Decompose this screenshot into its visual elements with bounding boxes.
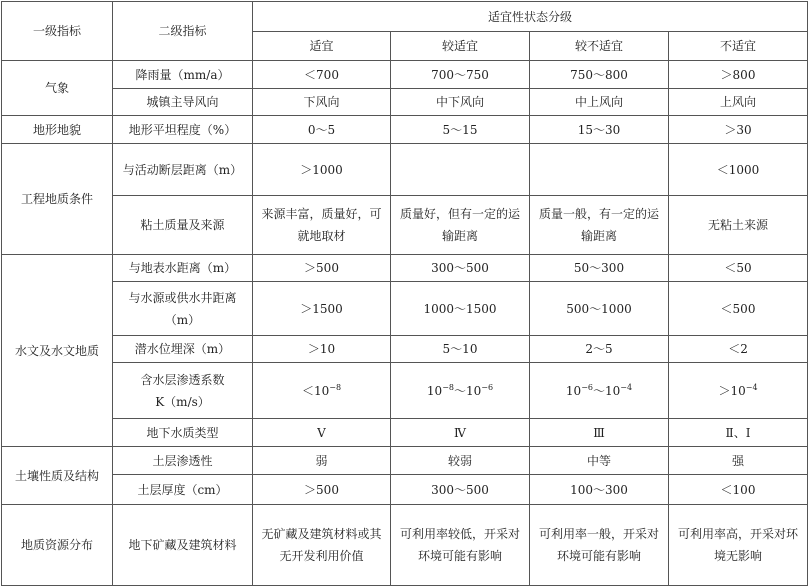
table-cell: 无矿藏及建筑材料或其无开发利用价值	[253, 505, 391, 586]
table-row	[2, 61, 808, 89]
table-row	[2, 89, 808, 116]
table-cell: ＞800	[669, 61, 808, 89]
table-row	[2, 282, 808, 336]
grade-unsuitable: 不适宜	[669, 32, 808, 61]
table-cell: ＞1500	[253, 282, 391, 336]
table-cell: 700～750	[391, 61, 530, 89]
table-row	[2, 144, 808, 196]
table-row	[2, 116, 808, 144]
table-cell: ＜2	[669, 336, 808, 363]
table-cell: ＞500	[253, 255, 391, 282]
indicator-name: 降雨量（mm/a）	[113, 61, 253, 89]
table-cell: 300～500	[391, 475, 530, 505]
table-cell: 强	[669, 447, 808, 475]
table-cell: 上风向	[669, 89, 808, 116]
table-cell: 可利用率较低，开采对环境可能有影响	[391, 505, 530, 586]
header-group: 适宜性状态分级	[253, 2, 808, 32]
table-cell: 1000～1500	[391, 282, 530, 336]
table-row	[2, 475, 808, 505]
table-cell: 较弱	[391, 447, 530, 475]
table-cell: 750～800	[530, 61, 669, 89]
grade-fairly-suitable: 较适宜	[391, 32, 530, 61]
table-cell: 100～300	[530, 475, 669, 505]
indicator-name: 潜水位埋深（m）	[113, 336, 253, 363]
table-cell: 5～10	[391, 336, 530, 363]
table-row	[2, 336, 808, 363]
header-level1: 一级指标	[2, 2, 113, 61]
suitability-table	[1, 1, 808, 586]
table-cell: $10^{-6}\sim 10^{-4}$	[530, 363, 669, 419]
header-row	[2, 2, 808, 32]
table-cell: ＞500	[253, 475, 391, 505]
indicator-name: 土层厚度（cm）	[113, 475, 253, 505]
table-cell	[391, 144, 530, 196]
indicator-name: 与活动断层距离（m）	[113, 144, 253, 196]
table-row	[2, 363, 808, 419]
table-cell: 可利用率一般，开采对环境可能有影响	[530, 505, 669, 586]
table-cell: ＞10	[253, 336, 391, 363]
table-cell: Ⅴ	[253, 419, 391, 447]
table-cell: 来源丰富，质量好，可就地取材	[253, 196, 391, 255]
indicator-name: 地下水质类型	[113, 419, 253, 447]
section-climate: 气象	[2, 61, 113, 116]
table-cell: 下风向	[253, 89, 391, 116]
table-cell: ＞30	[669, 116, 808, 144]
indicator-name: 地形平坦程度（%）	[113, 116, 253, 144]
indicator-name-line1: 含水层渗透系数	[140, 372, 225, 387]
table-cell: ＞1000	[253, 144, 391, 196]
table-cell: 可利用率高，开采对环境无影响	[669, 505, 808, 586]
table-cell: 5～15	[391, 116, 530, 144]
section-geology: 工程地质条件	[2, 144, 113, 255]
table-cell: Ⅳ	[391, 419, 530, 447]
table-cell: ＜50	[669, 255, 808, 282]
table-row	[2, 447, 808, 475]
section-terrain: 地形地貌	[2, 116, 113, 144]
table-cell: 中等	[530, 447, 669, 475]
table-cell: $10^{-8}\sim 10^{-6}$	[391, 363, 530, 419]
table-row	[2, 255, 808, 282]
indicator-name-line2: K（m/s）	[155, 394, 210, 409]
table-cell: ＜1000	[669, 144, 808, 196]
table-cell: Ⅲ	[530, 419, 669, 447]
table-cell: ＜700	[253, 61, 391, 89]
indicator-name: 土层渗透性	[113, 447, 253, 475]
table-cell: ＜500	[669, 282, 808, 336]
table-cell: ＜100	[669, 475, 808, 505]
table-cell: $<10^{-8}$	[253, 363, 391, 419]
section-hydro: 水文及水文地质	[2, 255, 113, 447]
table-cell: 中下风向	[391, 89, 530, 116]
indicator-name	[113, 363, 253, 419]
grade-fairly-unsuitable: 较不适宜	[530, 32, 669, 61]
table-cell: 0～5	[253, 116, 391, 144]
section-resource: 地质资源分布	[2, 505, 113, 586]
table-cell: 无粘土来源	[669, 196, 808, 255]
indicator-name: 与水源或供水井距离（m）	[113, 282, 253, 336]
table-cell: Ⅱ、Ⅰ	[669, 419, 808, 447]
indicator-name: 与地表水距离（m）	[113, 255, 253, 282]
table-row	[2, 196, 808, 255]
indicator-name: 粘土质量及来源	[113, 196, 253, 255]
table-cell: 质量一般，有一定的运输距离	[530, 196, 669, 255]
header-level2: 二级指标	[113, 2, 253, 61]
table-cell: 300～500	[391, 255, 530, 282]
indicator-name: 城镇主导风向	[113, 89, 253, 116]
table-cell: 中上风向	[530, 89, 669, 116]
table-cell: $>10^{-4}$	[669, 363, 808, 419]
indicator-name: 地下矿藏及建筑材料	[113, 505, 253, 586]
grade-suitable: 适宜	[253, 32, 391, 61]
table-cell: 50～300	[530, 255, 669, 282]
table-row	[2, 505, 808, 586]
table-cell: 15～30	[530, 116, 669, 144]
table-cell: 弱	[253, 447, 391, 475]
table-row	[2, 419, 808, 447]
table-cell: 质量好，但有一定的运输距离	[391, 196, 530, 255]
table-cell	[530, 144, 669, 196]
table-cell: 500～1000	[530, 282, 669, 336]
section-soil: 土壤性质及结构	[2, 447, 113, 505]
table-cell: 2～5	[530, 336, 669, 363]
